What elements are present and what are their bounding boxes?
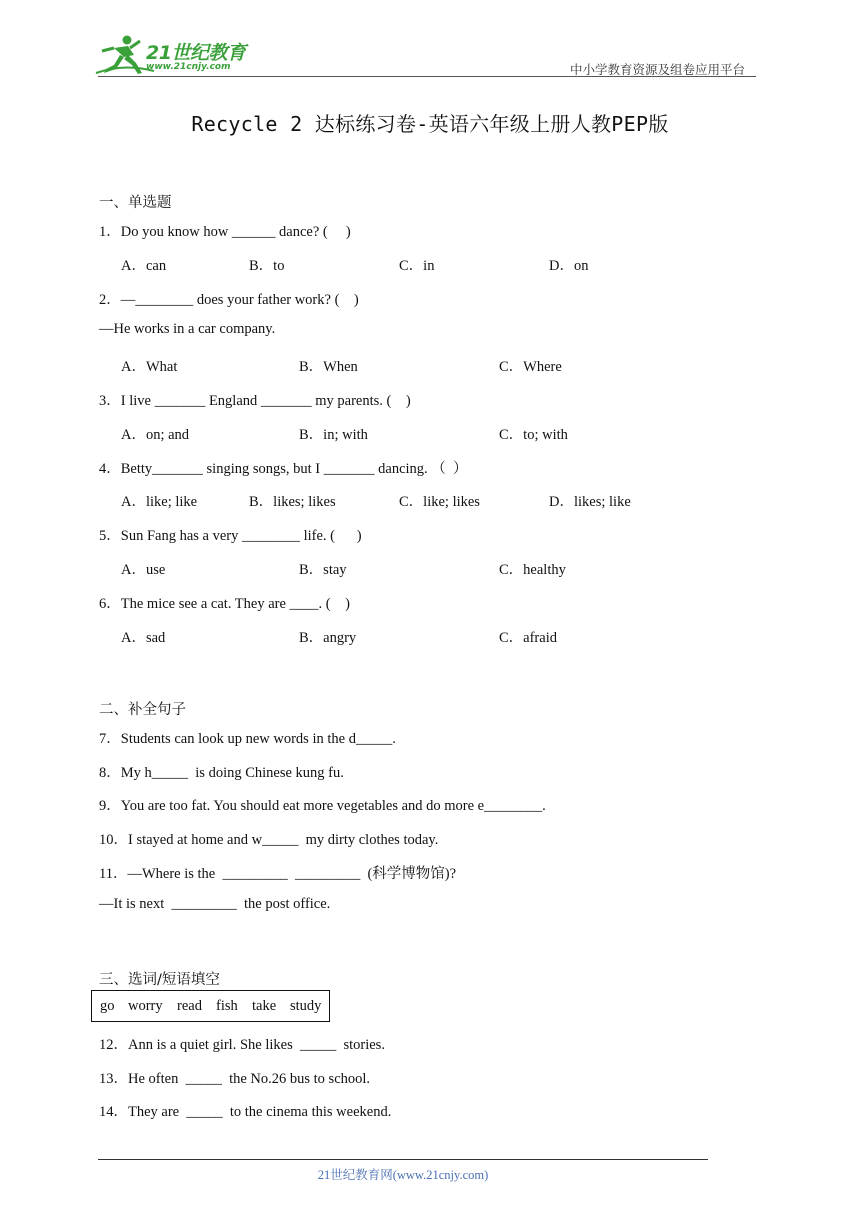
word-bank-item: read [177, 998, 202, 1014]
q1-option-a: A．can [121, 258, 167, 274]
q6-option-c: C．afraid [499, 630, 557, 646]
q4-option-d: D．likes; like [549, 494, 631, 510]
q6-option-b: B．angry [299, 630, 357, 646]
question-8: 8．My h_____ is doing Chinese kung fu. [99, 765, 344, 781]
word-bank-box [91, 990, 330, 1022]
question-7: 7．Students can look up new words in the d_____. [99, 731, 396, 747]
question-4: 4．Betty_______ singing songs, but I _______ dancing. （ ） [99, 461, 468, 477]
question-14: 14．They are _____ to the cinema this weekend. [99, 1104, 392, 1120]
q5-option-c: C．healthy [499, 562, 566, 578]
question-11: 11．—Where is the _________ _________ (科学博物馆)? [99, 866, 457, 882]
footer-link[interactable]: 21世纪教育网(www.21cnjy.com) [317, 1168, 489, 1182]
page-title: Recycle 2 达标练习卷-英语六年级上册人教PEP版 [191, 112, 669, 136]
q5-option-a: A．use [121, 562, 166, 578]
q3-option-b: B．in; with [299, 427, 368, 443]
q5-option-b: B．stay [299, 562, 347, 578]
footer-divider [98, 1159, 708, 1160]
question-9: 9．You are too fat. You should eat more vegetables and do more e________. [99, 798, 546, 814]
word-bank-item: go [100, 998, 115, 1014]
word-bank-item: fish [216, 998, 238, 1014]
q3-option-a: A．on; and [121, 427, 190, 443]
question-5: 5．Sun Fang has a very ________ life. ( ) [99, 528, 362, 544]
question-11-answer-line: —It is next _________ the post office. [99, 896, 331, 912]
question-2: 2．—________ does your father work? ( ) [99, 292, 359, 308]
word-bank-item: worry [128, 998, 163, 1014]
question-2-answer-line: —He works in a car company. [99, 321, 276, 337]
section-heading-complete-sentences: 二、补全句子 [99, 702, 186, 718]
q1-option-b: B．to [249, 258, 285, 274]
q1-option-d: D．on [549, 258, 589, 274]
question-13: 13．He often _____ the No.26 bus to school. [99, 1071, 371, 1087]
word-bank-item: take [252, 998, 277, 1014]
question-6: 6．The mice see a cat. They are ____. ( ) [99, 596, 350, 612]
q1-option-c: C．in [399, 258, 435, 274]
question-12: 12．Ann is a quiet girl. She likes _____ stories. [99, 1037, 385, 1053]
question-10: 10．I stayed at home and w_____ my dirty clothes today. [99, 832, 439, 848]
q2-option-a: A．What [121, 359, 178, 375]
q4-option-c: C．like; likes [399, 494, 480, 510]
q2-option-c: C．Where [499, 359, 562, 375]
section-heading-single-choice: 一、单选题 [99, 195, 172, 211]
q4-option-a: A．like; like [121, 494, 198, 510]
question-3: 3．I live _______ England _______ my parents. ( ) [99, 393, 411, 409]
header-divider [98, 76, 756, 77]
section-heading-word-fill: 三、选词/短语填空 [99, 972, 220, 988]
logo-url: www.21cnjy.com [146, 62, 231, 72]
question-1: 1．Do you know how ______ dance? ( ) [99, 224, 351, 240]
q4-option-b: B．likes; likes [249, 494, 336, 510]
q3-option-c: C．to; with [499, 427, 568, 443]
q2-option-b: B．When [299, 359, 358, 375]
header-platform-text: 中小学教育资源及组卷应用平台 [570, 62, 746, 77]
logo-text: 21世纪教育 [146, 42, 246, 64]
q6-option-a: A．sad [121, 630, 166, 646]
word-bank-item: study [290, 998, 322, 1014]
